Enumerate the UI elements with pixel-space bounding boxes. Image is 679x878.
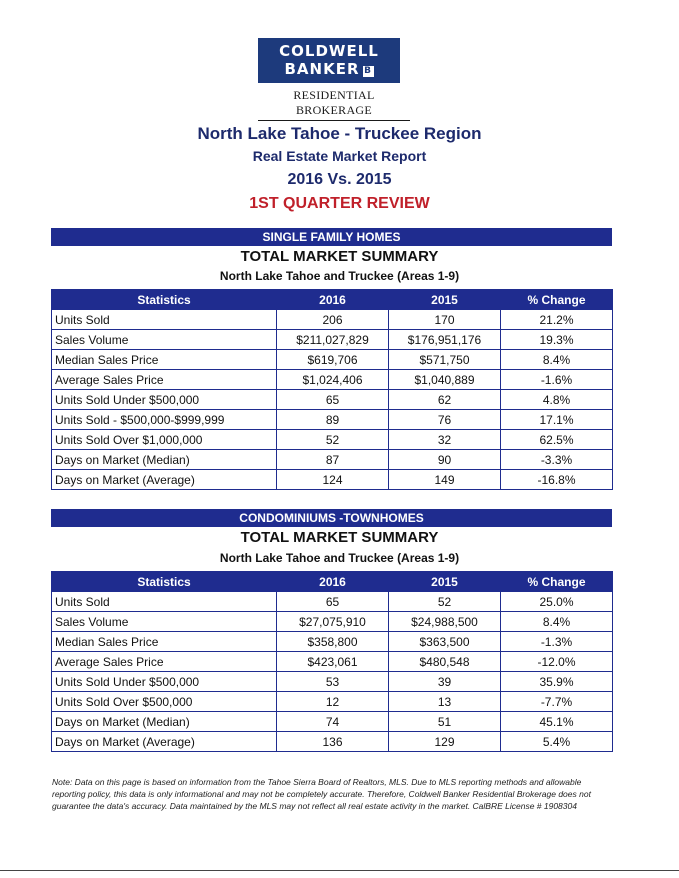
statistic-value: 206 (277, 310, 389, 330)
statistic-label: Average Sales Price (52, 370, 277, 390)
table-row (52, 732, 613, 752)
table-row (52, 632, 613, 652)
summary-subtitle-single-family: North Lake Tahoe and Truckee (Areas 1-9) (219, 269, 460, 283)
column-header: Statistics (52, 572, 277, 592)
statistic-label: Days on Market (Average) (52, 732, 277, 752)
statistic-value: $176,951,176 (389, 330, 501, 350)
statistic-label: Sales Volume (52, 330, 277, 350)
table-row (52, 410, 613, 430)
statistic-value: -12.0% (501, 652, 613, 672)
statistic-label: Days on Market (Median) (52, 450, 277, 470)
table-row (52, 390, 613, 410)
statistic-value: 13 (389, 692, 501, 712)
statistic-value: 65 (277, 592, 389, 612)
statistic-value: 53 (277, 672, 389, 692)
statistic-value: $27,075,910 (277, 612, 389, 632)
statistic-value: 8.4% (501, 350, 613, 370)
statistic-value: $571,750 (389, 350, 501, 370)
statistic-value: 170 (389, 310, 501, 330)
table-row (52, 652, 613, 672)
statistic-value: 90 (389, 450, 501, 470)
summary-title-single-family: TOTAL MARKET SUMMARY (240, 248, 439, 265)
statistic-value: 45.1% (501, 712, 613, 732)
statistic-label: Units Sold Under $500,000 (52, 672, 277, 692)
table-row (52, 370, 613, 390)
column-header: 2016 (277, 572, 389, 592)
single-family-table (51, 289, 613, 490)
column-header: % Change (501, 290, 613, 310)
table-row (52, 592, 613, 612)
statistic-value: 129 (389, 732, 501, 752)
statistic-value: 32 (389, 430, 501, 450)
table-row (52, 672, 613, 692)
statistic-value: -7.7% (501, 692, 613, 712)
statistic-label: Units Sold - $500,000-$999,999 (52, 410, 277, 430)
statistic-value: 87 (277, 450, 389, 470)
statistic-label: Days on Market (Average) (52, 470, 277, 490)
statistic-value: 62.5% (501, 430, 613, 450)
page-divider (0, 870, 679, 871)
statistic-value: $211,027,829 (277, 330, 389, 350)
coldwell-banker-logo (258, 38, 400, 83)
table-row (52, 470, 613, 490)
statistic-value: $358,800 (277, 632, 389, 652)
statistic-label: Days on Market (Median) (52, 712, 277, 732)
statistic-value: $1,040,889 (389, 370, 501, 390)
table-row (52, 450, 613, 470)
statistic-value: 4.8% (501, 390, 613, 410)
statistic-value: -16.8% (501, 470, 613, 490)
statistic-value: 39 (389, 672, 501, 692)
column-header: 2016 (277, 290, 389, 310)
logo-seal-icon: B (364, 66, 372, 76)
quarter-title: 1ST QUARTER REVIEW (249, 195, 430, 212)
statistic-value: -1.3% (501, 632, 613, 652)
statistic-value: 52 (389, 592, 501, 612)
statistic-value: 52 (277, 430, 389, 450)
table-row (52, 692, 613, 712)
statistic-value: 5.4% (501, 732, 613, 752)
statistic-value: 65 (277, 390, 389, 410)
statistic-label: Average Sales Price (52, 652, 277, 672)
statistic-value: 76 (389, 410, 501, 430)
statistic-value: 149 (389, 470, 501, 490)
column-header: 2015 (389, 290, 501, 310)
section-bar-single-family: SINGLE FAMILY HOMES (51, 228, 612, 246)
statistic-value: $1,024,406 (277, 370, 389, 390)
statistic-label: Units Sold Under $500,000 (52, 390, 277, 410)
table-row (52, 330, 613, 350)
column-header: % Change (501, 572, 613, 592)
table-row (52, 612, 613, 632)
report-title: Real Estate Market Report (252, 148, 427, 164)
statistic-value: 124 (277, 470, 389, 490)
statistic-value: $24,988,500 (389, 612, 501, 632)
statistic-value: $423,061 (277, 652, 389, 672)
summary-title-condominiums: TOTAL MARKET SUMMARY (240, 529, 439, 546)
statistic-value: 25.0% (501, 592, 613, 612)
statistic-value: 62 (389, 390, 501, 410)
statistic-label: Units Sold (52, 592, 277, 612)
statistic-value: $363,500 (389, 632, 501, 652)
statistic-value: 8.4% (501, 612, 613, 632)
region-title: North Lake Tahoe - Truckee Region (197, 124, 482, 143)
statistic-value: 19.3% (501, 330, 613, 350)
table-header-row (52, 290, 613, 310)
statistic-value: $619,706 (277, 350, 389, 370)
statistic-value: 21.2% (501, 310, 613, 330)
section-bar-condominiums: CONDOMINIUMS -TOWNHOMES (51, 509, 612, 527)
table-row (52, 350, 613, 370)
statistic-label: Units Sold Over $1,000,000 (52, 430, 277, 450)
column-header: Statistics (52, 290, 277, 310)
statistic-label: Sales Volume (52, 612, 277, 632)
column-header: 2015 (389, 572, 501, 592)
comparison-title: 2016 Vs. 2015 (287, 171, 392, 188)
statistic-label: Units Sold (52, 310, 277, 330)
logo-line-1: COLDWELL (279, 42, 379, 60)
condominiums-table (51, 571, 613, 752)
statistic-value: 35.9% (501, 672, 613, 692)
disclaimer-note: Note: Data on this page is based on information from the Tahoe Sierra Board of Realtors, MLS. Due to MLS reporting methods and allowable reporting policy, this data is only informational and may not be completely accurate. Therefore, Coldwell Banker Residential Brokerage does not guarantee the data's accuracy. Data maintained by the MLS may not reflect all real estate activity in the market. CalBRE License # 1908304 (52, 777, 591, 811)
table-row (52, 310, 613, 330)
statistic-label: Median Sales Price (52, 350, 277, 370)
table-row (52, 430, 613, 450)
logo-line-2 (258, 60, 400, 78)
statistic-value: 51 (389, 712, 501, 732)
statistic-value: 136 (277, 732, 389, 752)
statistic-value: 89 (277, 410, 389, 430)
statistic-value: -1.6% (501, 370, 613, 390)
statistic-value: $480,548 (389, 652, 501, 672)
summary-subtitle-condominiums: North Lake Tahoe and Truckee (Areas 1-9) (219, 551, 460, 565)
statistic-value: 74 (277, 712, 389, 732)
statistic-value: -3.3% (501, 450, 613, 470)
statistic-label: Median Sales Price (52, 632, 277, 652)
statistic-value: 12 (277, 692, 389, 712)
table-header-row (52, 572, 613, 592)
statistic-label: Units Sold Over $500,000 (52, 692, 277, 712)
table-row (52, 712, 613, 732)
logo-line-2-text: BANKER (284, 60, 360, 78)
brokerage-label: RESIDENTIAL BROKERAGE (258, 88, 410, 121)
statistic-value: 17.1% (501, 410, 613, 430)
